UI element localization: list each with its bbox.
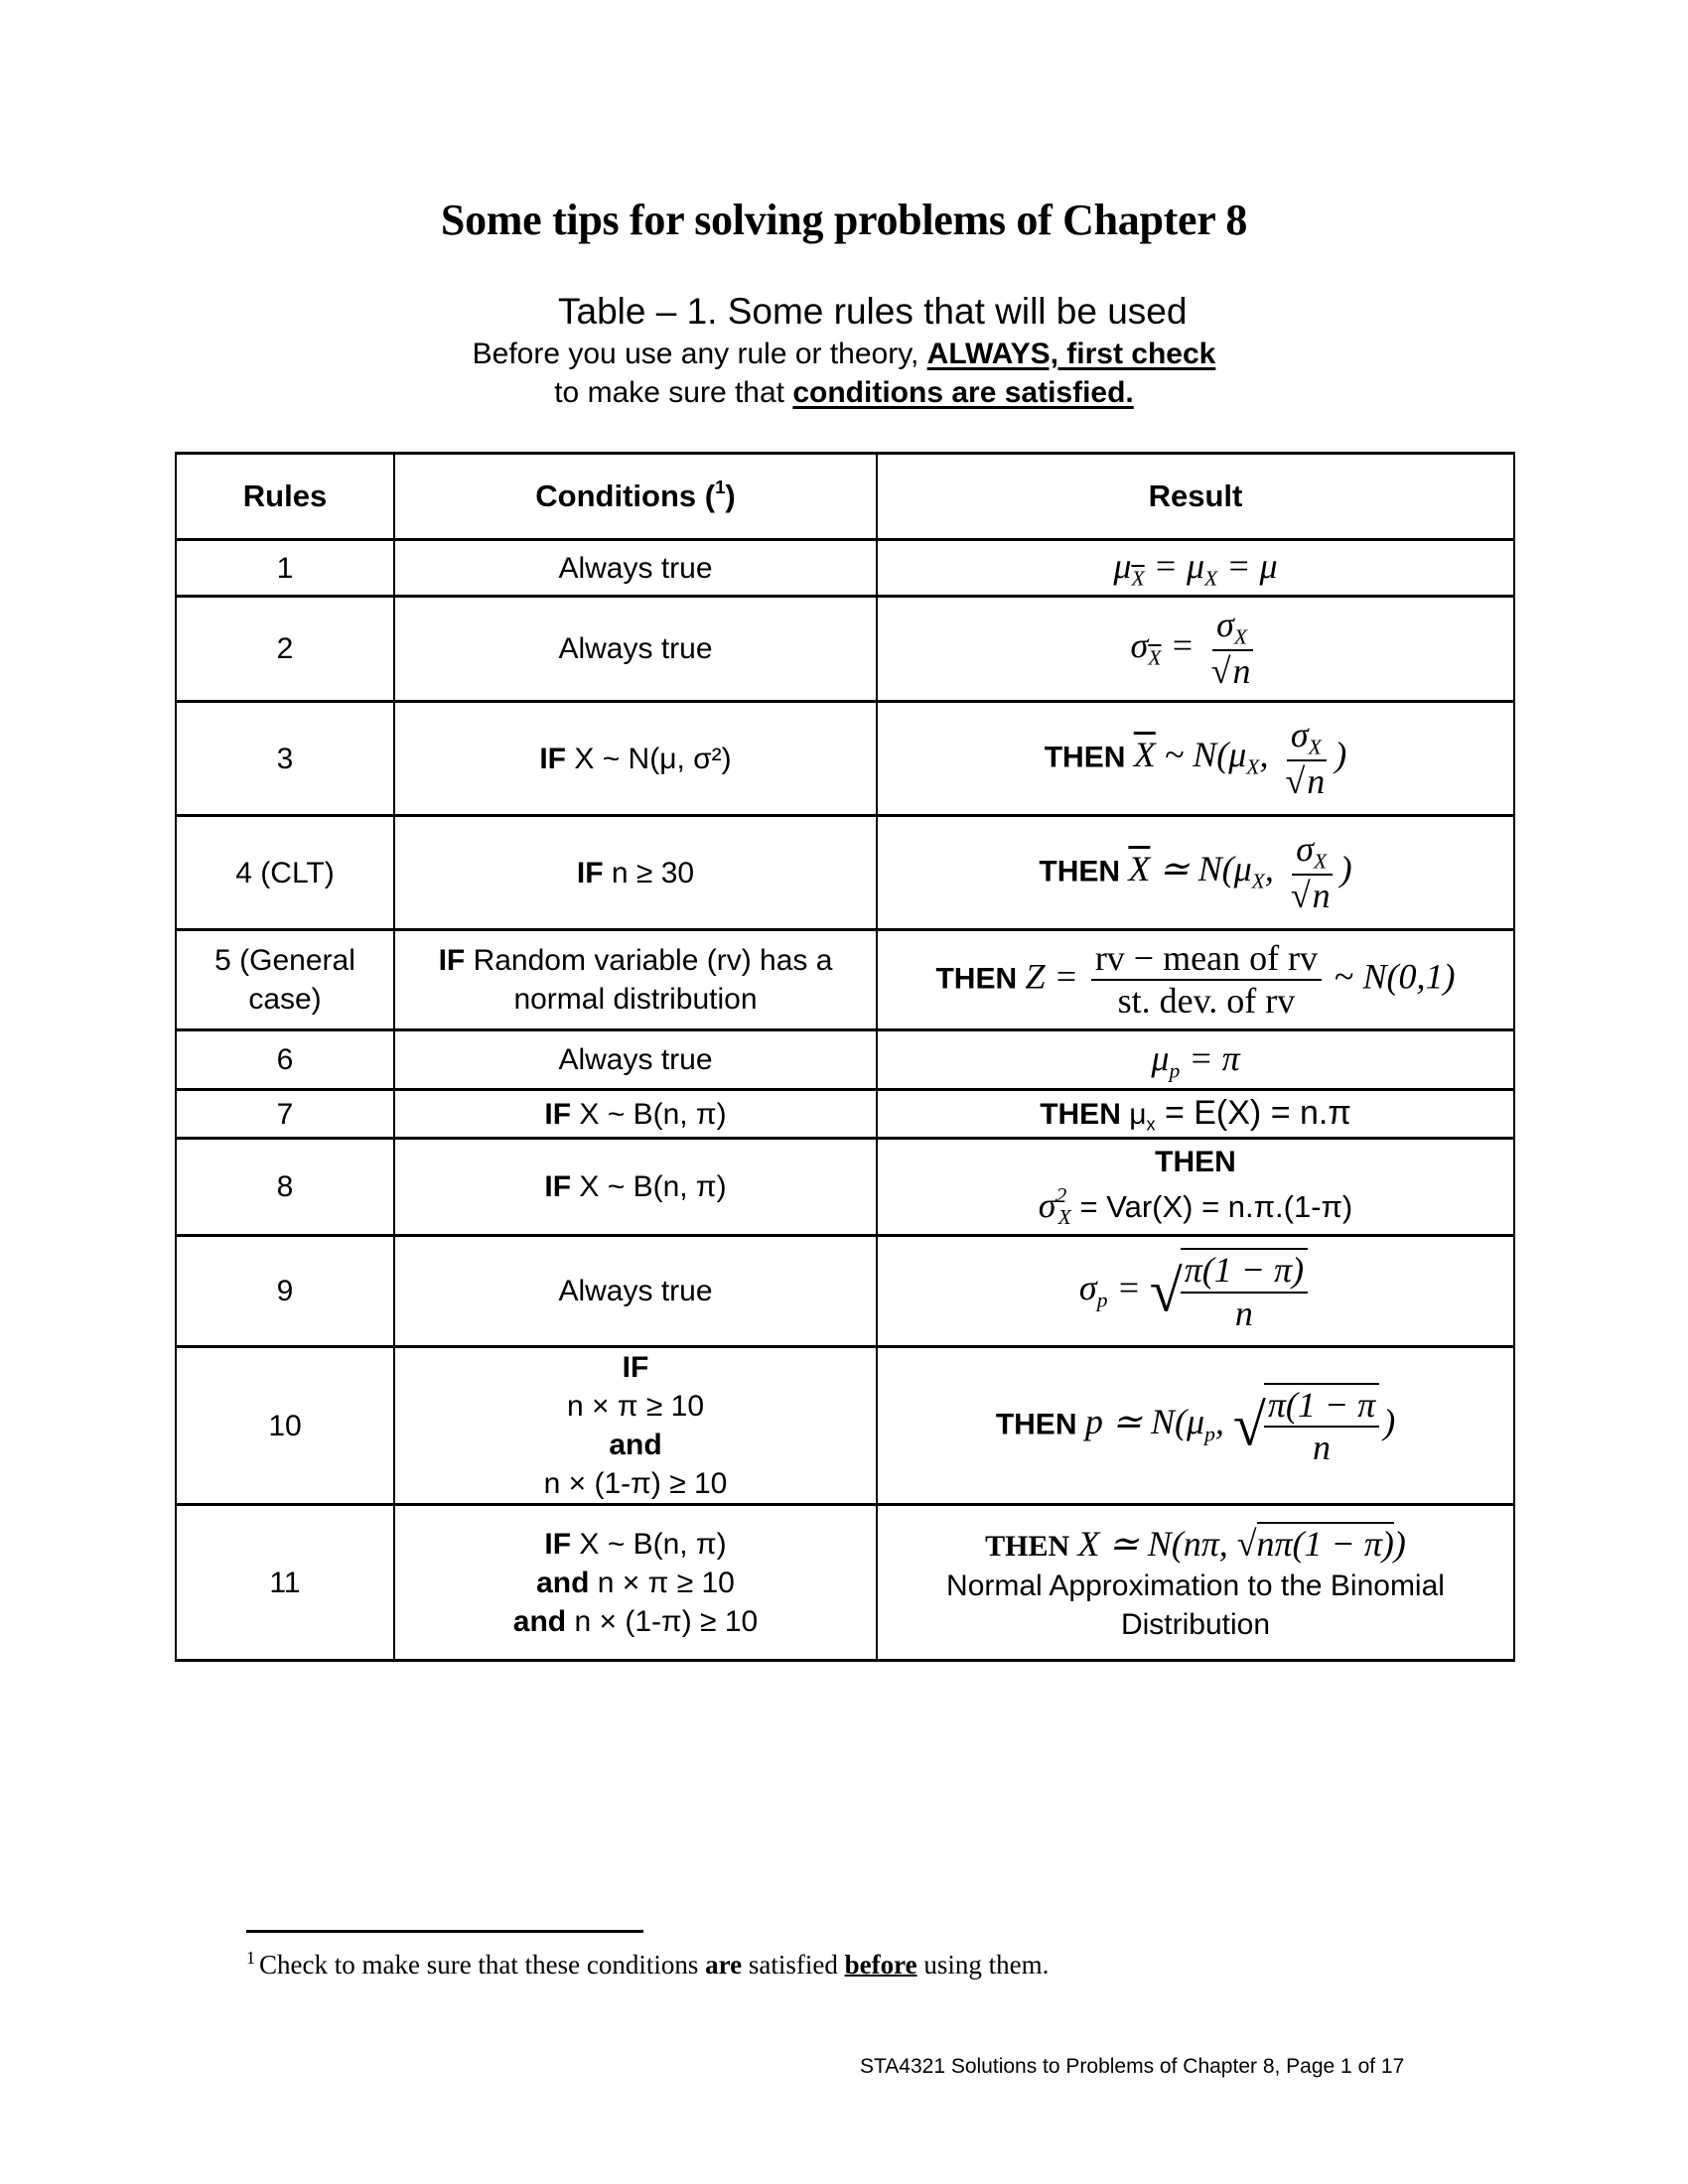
- and-keyword: and: [512, 1604, 567, 1638]
- if-keyword: IF: [438, 944, 466, 977]
- math-mu: μ: [1186, 546, 1205, 587]
- rule-condition: Always true: [394, 540, 877, 597]
- math-eq: =: [1107, 1267, 1150, 1307]
- rule-number: 1: [176, 540, 394, 597]
- math-mu: μ: [1259, 546, 1278, 587]
- if-keyword: IF: [544, 1097, 572, 1131]
- footnote-marker: 1: [246, 1948, 255, 1968]
- footnote-text: Check to make sure that these conditions: [259, 1950, 706, 1979]
- math-n: n: [1313, 1428, 1331, 1467]
- math-X: X: [1077, 1523, 1100, 1564]
- rules-table: [175, 452, 1515, 1662]
- fraction: [1264, 1383, 1379, 1469]
- instruction-line-2: [0, 376, 1688, 410]
- sqrt-icon: √: [1149, 1258, 1183, 1324]
- math-tilde: ~: [1155, 735, 1194, 775]
- and-keyword: and: [609, 1429, 662, 1461]
- math-sub: X: [1057, 1205, 1071, 1230]
- math-sigma: σ: [1290, 714, 1309, 754]
- header-conditions-label: Conditions (: [535, 478, 716, 514]
- math-p: p: [1084, 1402, 1103, 1442]
- footnote-divider: [246, 1930, 643, 1933]
- rule-condition: [394, 930, 877, 1030]
- math-sub: x: [1146, 1114, 1156, 1135]
- rule-number: 7: [176, 1090, 394, 1139]
- math-sub: p: [1204, 1422, 1215, 1446]
- fraction-numerator: rv − mean of rv: [1091, 938, 1322, 981]
- rule-number: 10: [176, 1347, 394, 1505]
- header-conditions: [394, 454, 877, 540]
- math-sigma: σ: [1216, 605, 1234, 645]
- if-keyword: IF: [576, 856, 604, 889]
- table-row: [176, 702, 1514, 816]
- condition-line: n × (1-π) ≥ 10: [543, 1467, 728, 1500]
- rule-condition: [394, 1139, 877, 1236]
- table-row: [176, 1236, 1514, 1347]
- math-sub: X: [1314, 849, 1328, 874]
- math-sub: X: [1148, 645, 1162, 670]
- table-row: [176, 1347, 1514, 1505]
- math-N: N(: [1197, 849, 1234, 889]
- math-one-minus-pi: (1 − π): [1292, 1523, 1394, 1564]
- sqrt-icon: √: [1290, 875, 1311, 915]
- then-keyword: THEN: [935, 961, 1018, 995]
- condition-line: n × π ≥ 10: [566, 1390, 705, 1423]
- rule-result: [877, 930, 1514, 1030]
- math-sub: X: [1204, 566, 1218, 591]
- rule-condition: Always true: [394, 1030, 877, 1090]
- result-text: = Var(X) = n.π.(1-π): [1070, 1188, 1353, 1224]
- result-note: Normal Approximation to the Binomial Distribution: [946, 1570, 1445, 1642]
- table-row: [176, 540, 1514, 597]
- result-text: = E(X) = n.π: [1155, 1094, 1351, 1133]
- math-sub: p: [1096, 1288, 1108, 1312]
- math-mu: μ: [1233, 849, 1252, 889]
- math-eq: =: [1217, 546, 1260, 587]
- rule-result: [877, 1347, 1514, 1505]
- footnote-text: using them.: [916, 1950, 1050, 1979]
- footnote-emphasis: before: [844, 1950, 917, 1979]
- rule-number: 3: [176, 702, 394, 816]
- page-footer: STA4321 Solutions to Problems of Chapter 8, Page 1 of 17: [860, 2055, 1405, 2078]
- condition-line: n × (1-π) ≥ 10: [566, 1604, 759, 1638]
- rule-number: 5 (General case): [176, 930, 394, 1030]
- fraction: [1207, 605, 1257, 693]
- rule-result: [877, 1505, 1514, 1661]
- math-one-minus-pi: (1 − π): [1201, 1250, 1305, 1291]
- math-mu: μ: [1129, 1098, 1147, 1132]
- math-xbar: $\overline{X}$: [1133, 735, 1156, 775]
- math-comma: ,: [1259, 735, 1278, 775]
- fraction-denominator: st. dev. of rv: [1117, 981, 1296, 1021]
- math-close: ): [1383, 1402, 1396, 1442]
- rule-number: 4 (CLT): [176, 816, 394, 930]
- math-n: n: [1312, 875, 1331, 915]
- condition-text: Random variable (rv) has a normal distribution: [465, 944, 833, 1016]
- math-eq: =: [1161, 624, 1203, 665]
- math-close: ): [1393, 1523, 1406, 1564]
- math-npi: nπ: [1183, 1523, 1219, 1564]
- document-title: Some tips for solving problems of Chapter 8: [440, 196, 1248, 244]
- table-row: [176, 930, 1514, 1030]
- math-n: n: [1307, 760, 1326, 801]
- instruction-text: Before you use any rule or theory,: [472, 338, 927, 370]
- math-tilde: ~: [1326, 955, 1363, 996]
- rule-result: [877, 702, 1514, 816]
- table-row: [176, 1505, 1514, 1661]
- math-sub: X: [1308, 735, 1322, 759]
- rule-number: 6: [176, 1030, 394, 1090]
- footnote-ref: 1: [715, 477, 726, 498]
- fraction: [1287, 829, 1336, 917]
- table-row: [176, 1030, 1514, 1090]
- table-row: [176, 816, 1514, 930]
- math-approx: ≃: [1099, 1523, 1148, 1564]
- math-Z: Z: [1025, 955, 1046, 996]
- math-N: N(: [1147, 1523, 1184, 1564]
- math-eq: =: [1045, 955, 1087, 996]
- condition-line: n × π ≥ 10: [589, 1566, 735, 1599]
- math-N: N(: [1151, 1402, 1187, 1442]
- rule-condition: [394, 1505, 877, 1661]
- math-one-minus-pi: (1 − π: [1285, 1384, 1376, 1425]
- header-result: Result: [877, 454, 1514, 540]
- table-caption: Table – 1. Some rules that will be used: [558, 291, 1188, 332]
- table-header-row: [176, 454, 1514, 540]
- if-keyword: IF: [622, 1351, 649, 1384]
- rule-result: [877, 1139, 1514, 1236]
- math-N01: N(0,1): [1362, 955, 1456, 996]
- math-pi: π: [1267, 1384, 1286, 1425]
- and-keyword: and: [536, 1566, 590, 1599]
- rule-number: 2: [176, 597, 394, 702]
- instruction-line-1: [0, 338, 1688, 371]
- then-keyword: THEN: [1155, 1145, 1236, 1178]
- instruction-text: to make sure that: [554, 376, 793, 409]
- math-mu: μ: [1228, 735, 1247, 775]
- condition-text: X ~ B(n, π): [571, 1170, 727, 1203]
- rule-condition: [394, 1347, 877, 1505]
- rule-condition: [394, 702, 877, 816]
- math-sub: X: [1131, 566, 1145, 591]
- fraction: [1181, 1248, 1308, 1334]
- math-mu: μ: [1113, 546, 1132, 587]
- rule-result: [877, 540, 1514, 597]
- math-sub: X: [1233, 624, 1248, 649]
- math-sigma: σ: [1078, 1267, 1097, 1307]
- table-row: [176, 1139, 1514, 1236]
- if-keyword: IF: [544, 1170, 572, 1203]
- math-sigma: σ: [1296, 828, 1314, 869]
- rule-result: [877, 1090, 1514, 1139]
- rule-result: [877, 597, 1514, 702]
- math-npi: nπ: [1256, 1523, 1293, 1564]
- header-rules: Rules: [176, 454, 394, 540]
- math-n: n: [1232, 651, 1251, 692]
- rule-condition: [394, 816, 877, 930]
- table-row: [176, 1090, 1514, 1139]
- rule-condition: Always true: [394, 597, 877, 702]
- rule-number: 8: [176, 1139, 394, 1236]
- instruction-emphasis: conditions are satisfied.: [792, 376, 1134, 409]
- condition-text: X ~ B(n, π): [571, 1097, 727, 1131]
- math-approx: ≃: [1102, 1402, 1151, 1442]
- footnote-text: satisfied: [742, 1950, 845, 1979]
- math-comma: ,: [1218, 1523, 1237, 1564]
- then-keyword: THEN: [985, 1529, 1070, 1563]
- math-mu: μ: [1187, 1402, 1205, 1442]
- sqrt-icon: √: [1232, 1393, 1266, 1458]
- math-xbar: $\overline{X}$: [1128, 849, 1151, 889]
- rule-number: 11: [176, 1505, 394, 1661]
- sqrt-icon: √: [1236, 1523, 1257, 1564]
- rule-result: [877, 816, 1514, 930]
- rule-result: [877, 1030, 1514, 1090]
- math-pi: π: [1184, 1250, 1202, 1291]
- math-n: n: [1234, 1293, 1253, 1333]
- math-sup: 2: [1055, 1182, 1067, 1207]
- header-conditions-close: ): [725, 478, 736, 514]
- math-sigma: σ: [1038, 1184, 1056, 1225]
- footnote: [246, 1948, 1049, 1980]
- math-pi: π: [1221, 1037, 1240, 1078]
- math-approx: ≃: [1150, 849, 1198, 889]
- if-keyword: IF: [539, 742, 567, 775]
- condition-text: X ~ N(μ, σ²): [566, 742, 732, 775]
- math-close: ): [1335, 735, 1347, 775]
- math-N: N(: [1193, 735, 1229, 775]
- then-keyword: THEN: [1040, 1098, 1121, 1132]
- math-eq: =: [1180, 1037, 1222, 1078]
- then-keyword: THEN: [1039, 855, 1121, 888]
- rule-condition: [394, 1090, 877, 1139]
- math-sub: X: [1246, 754, 1260, 779]
- fraction: [1282, 715, 1332, 803]
- math-mu: μ: [1151, 1037, 1170, 1078]
- if-keyword: IF: [544, 1527, 572, 1561]
- table-row: [176, 597, 1514, 702]
- then-keyword: THEN: [1044, 741, 1126, 774]
- rule-result: [877, 1236, 1514, 1347]
- fraction: [1091, 938, 1322, 1023]
- math-sub: p: [1169, 1058, 1181, 1083]
- then-keyword: THEN: [995, 1408, 1077, 1441]
- sqrt-icon: √: [1210, 651, 1231, 692]
- math-eq: =: [1144, 546, 1187, 587]
- math-comma: ,: [1264, 849, 1283, 889]
- condition-text: n ≥ 30: [603, 856, 695, 889]
- math-comma: ,: [1214, 1402, 1233, 1442]
- math-sub: X: [1251, 869, 1265, 893]
- footnote-bold-word: are: [705, 1950, 743, 1979]
- math-sigma: σ: [1130, 624, 1149, 665]
- rule-number: 9: [176, 1236, 394, 1347]
- sqrt-icon: √: [1285, 760, 1306, 801]
- rule-condition: Always true: [394, 1236, 877, 1347]
- instruction-emphasis: ALWAYS, first check: [926, 338, 1216, 370]
- math-close: ): [1339, 849, 1352, 889]
- condition-line: X ~ B(n, π): [571, 1527, 727, 1561]
